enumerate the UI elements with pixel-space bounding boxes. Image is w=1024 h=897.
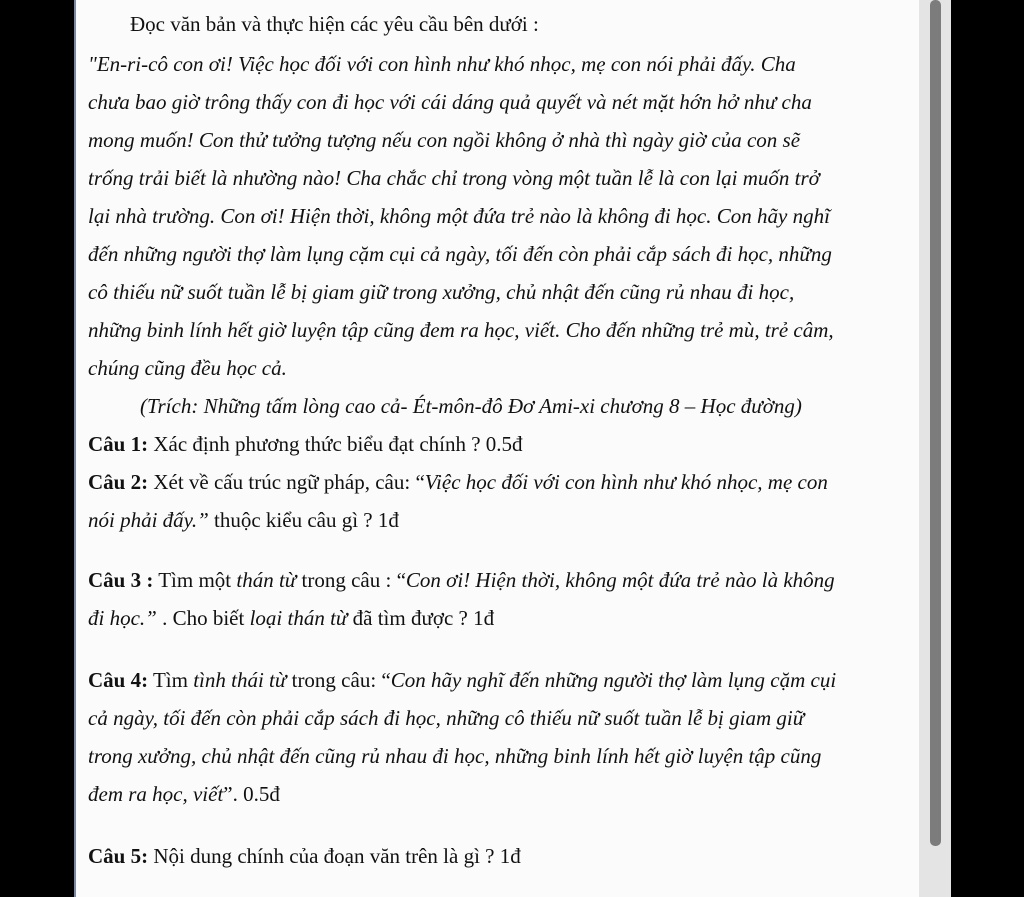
question-text: . Cho biết [156,606,250,630]
question-text: trong câu : “ [296,568,406,592]
quoted-sentence: trong xưởng, chủ nhật đến cũng rủ nhau đi học, những binh lính hết giờ luyện tập cũng [88,744,822,768]
passage-line: đến những người thợ làm lụng cặm cụi cả ngày, tối đến còn phải cắp sách đi học, những [88,242,832,266]
question-text: trong câu: “ [286,668,391,692]
quoted-sentence: đi học.” [88,606,157,630]
passage-line: mong muốn! Con thử tưởng tượng nếu con ngồi không ở nhà thì ngày giờ của con sẽ [88,128,801,152]
term: thán từ [236,568,297,592]
question-text: Xét về cấu trúc ngữ pháp, câu: “ [148,470,425,494]
scrollbar-thumb[interactable] [930,0,941,846]
question-text: ”. 0.5đ [223,782,280,806]
question-label: Câu 5: [88,844,149,868]
quoted-sentence: nói phải đấy.” [88,508,209,532]
question-2-cont [88,507,399,533]
question-text: đã tìm được ? 1đ [347,606,495,630]
question-5 [88,843,521,869]
quoted-sentence: Con ơi! Hiện thời, không một đứa trẻ nào là không [405,568,835,592]
question-label: Câu 1: [88,432,149,456]
question-label: Câu 3 : [88,568,154,592]
passage-line: trống trải biết là nhường nào! Cha chắc chỉ trong vòng một tuần lễ là con lại muốn trở [88,166,820,190]
question-label: Câu 2: [88,470,149,494]
question-text: thuộc kiểu câu gì ? 1đ [208,508,399,532]
question-1 [88,431,523,457]
quoted-sentence: đem ra học, viết [88,782,224,806]
question-text: Xác định phương thức biểu đạt chính ? 0.5đ [148,432,523,456]
instruction-line: Đọc văn bản và thực hiện các yêu cầu bên dưới : [130,12,539,36]
term: tình thái từ [193,668,287,692]
question-2 [88,469,828,495]
question-text: Nội dung chính của đoạn văn trên là gì ? 1đ [148,844,521,868]
passage-line: chúng cũng đều học cả. [88,356,287,380]
question-3-cont [88,605,494,631]
question-text: Tìm một [153,568,237,592]
citation: (Trích: Những tấm lòng cao cả- Ét-môn-đô Đơ Ami-xi chương 8 – Học đường) [140,394,802,418]
term: loại thán từ [249,606,348,630]
passage-line: chưa bao giờ trông thấy con đi học với cái dáng quả quyết và nét mặt hớn hở như cha [88,90,812,114]
question-text: Tìm [148,668,194,692]
quoted-sentence: Việc học đối với con hình như khó nhọc, mẹ con [424,470,828,494]
question-4-cont [88,781,280,807]
passage-line: cô thiếu nữ suốt tuần lễ bị giam giữ trong xưởng, chủ nhật đến cũng rủ nhau đi học, [88,280,795,304]
question-3 [88,567,835,593]
quoted-sentence: Con hãy nghĩ đến những người thợ làm lụng cặm cụi [390,668,837,692]
question-4 [88,667,836,693]
quoted-sentence: cả ngày, tối đến còn phải cắp sách đi học, những cô thiếu nữ suốt tuần lễ bị giam giữ [88,706,805,730]
passage-line: những binh lính hết giờ luyện tập cũng đem ra học, viết. Cho đến những trẻ mù, trẻ câm, [88,318,834,342]
passage-line: lại nhà trường. Con ơi! Hiện thời, không một đứa trẻ nào là không đi học. Con hãy nghĩ [88,204,830,228]
passage-line: "En-ri-cô con ơi! Việc học đối với con hình như khó nhọc, mẹ con nói phải đấy. Cha [88,52,796,76]
question-label: Câu 4: [88,668,149,692]
